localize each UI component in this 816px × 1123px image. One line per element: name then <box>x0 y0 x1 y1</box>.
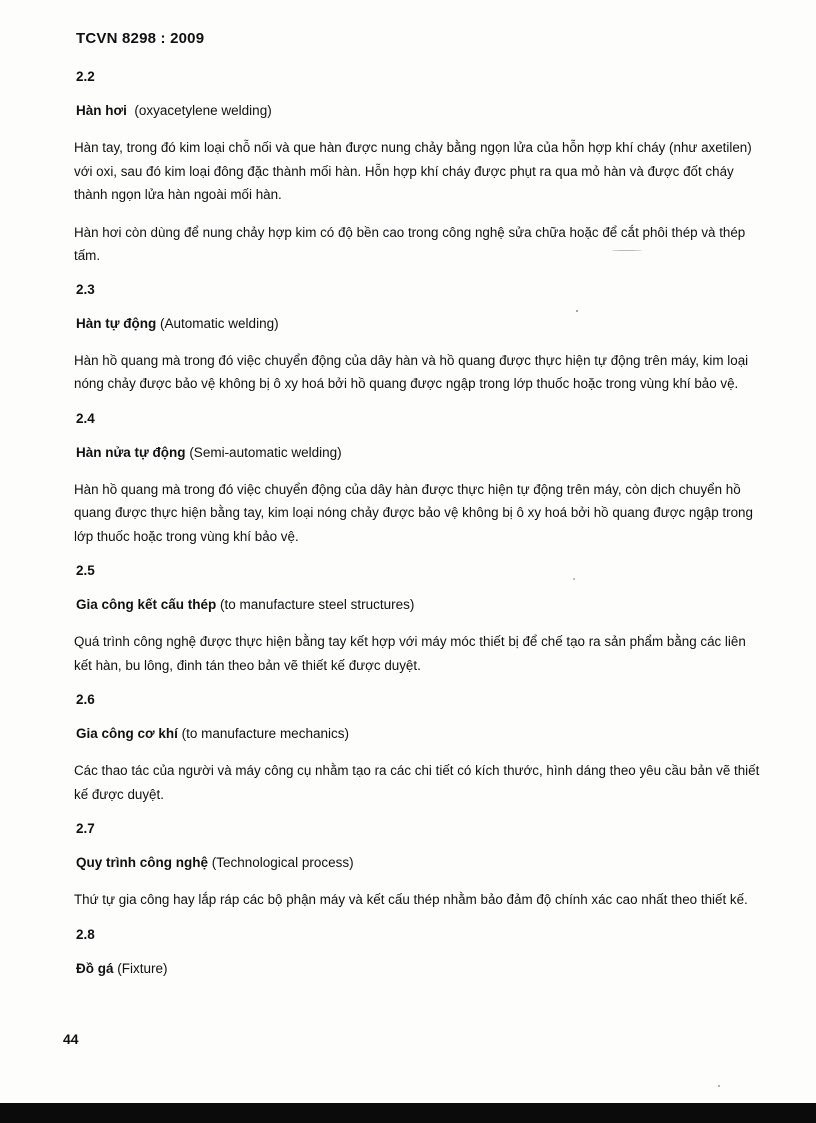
definition-paragraph: Các thao tác của người và máy công cụ nhằm tạo ra các chi tiết có kích thước, hình dáng theo yêu cầu bản vẽ thiết kế được duyệt. <box>74 763 760 802</box>
document-body <box>74 68 764 994</box>
definition-paragraph: Thứ tự gia công hay lắp ráp các bộ phận máy và kết cấu thép nhằm bảo đảm độ chính xác cao nhất theo thiết kế. <box>74 892 748 907</box>
section-number: 2.6 <box>76 692 95 707</box>
section-term <box>76 444 764 462</box>
section-2-7 <box>74 820 764 912</box>
section-term <box>76 102 764 120</box>
term-en: (oxyacetylene welding) <box>134 103 272 118</box>
term-vi: Hàn nửa tự động <box>76 444 186 460</box>
term-en: (Fixture) <box>117 960 168 976</box>
term-vi: Gia công kết cấu thép <box>76 597 217 612</box>
term-vi: Hàn hơi <box>76 103 127 118</box>
section-2-5 <box>74 562 764 677</box>
term-en: (to manufacture steel structures) <box>220 597 415 612</box>
term-en: (Technological process) <box>211 855 354 870</box>
term-en: (Semi-automatic welding) <box>189 444 342 460</box>
term-vi: Đồ gá <box>76 960 114 976</box>
section-2-8 <box>74 926 764 978</box>
definition-paragraph: Hàn hồ quang mà trong đó việc chuyển động của dây hàn và hồ quang được thực hiện tự động trên máy, kim loại nóng chảy được bảo vệ không bị ô xy hoá bởi hồ quang được ngập trong lớp thuốc hoặc trong vùng khí bảo vệ. <box>74 352 749 391</box>
definition-paragraph: Quá trình công nghệ được thực hiện bằng tay kết hợp với máy móc thiết bị để chế tạo ra sản phẩm bằng các liên kết hàn, bu lông, đinh tán theo bản vẽ thiết kế được duyệt. <box>74 634 746 673</box>
scan-speck <box>573 578 575 580</box>
section-number: 2.7 <box>76 821 95 836</box>
section-term <box>76 315 764 333</box>
section-2-4 <box>74 410 764 549</box>
section-2-3 <box>74 281 764 396</box>
scan-border <box>0 1103 816 1123</box>
term-vi: Gia công cơ khí <box>76 726 178 741</box>
section-number: 2.2 <box>76 69 95 84</box>
section-2-6 <box>74 691 764 806</box>
section-term <box>76 725 764 743</box>
section-number: 2.8 <box>76 926 95 942</box>
term-vi: Hàn tự động <box>76 315 157 331</box>
scan-speck <box>718 1085 720 1087</box>
section-number: 2.3 <box>76 281 95 297</box>
term-vi: Quy trình công nghệ <box>76 855 208 870</box>
section-term <box>76 854 764 872</box>
section-number: 2.4 <box>76 410 95 426</box>
document-header: TCVN 8298 : 2009 <box>76 30 205 47</box>
definition-paragraph: Hàn hồ quang mà trong đó việc chuyển động của dây hàn được thực hiện tự động trên máy, còn dịch chuyển hồ quang được thực hiện bằng tay, kim loại nóng chảy được bảo vệ không bị ô xy hoá bởi hồ quang được ngập trong lớp thuốc hoặc trong vùng khí bảo vệ. <box>74 481 753 544</box>
term-en: (Automatic welding) <box>160 315 279 331</box>
term-en: (to manufacture mechanics) <box>181 726 349 741</box>
definition-paragraph: Hàn tay, trong đó kim loại chỗ nối và que hàn được nung chảy bằng ngọn lửa của hỗn hợp khí cháy (như axetilen) với oxi, sau đó kim loại đông đặc thành mối hàn. Hỗn hợp khí cháy được phụt ra qua mỏ hàn và được đốt cháy thành ngọn lửa hàn ngoài mối hàn. <box>74 140 752 202</box>
page-number: 44 <box>63 1031 79 1047</box>
section-number: 2.5 <box>76 563 95 578</box>
section-2-2 <box>74 68 764 268</box>
section-term <box>76 596 764 614</box>
definition-paragraph: Hàn hơi còn dùng để nung chảy hợp kim có độ bền cao trong công nghệ sửa chữa hoặc để cắt phôi thép và thép tấm. <box>74 224 746 263</box>
scan-speck <box>612 250 642 251</box>
section-term <box>76 960 764 978</box>
scan-speck <box>576 310 578 312</box>
